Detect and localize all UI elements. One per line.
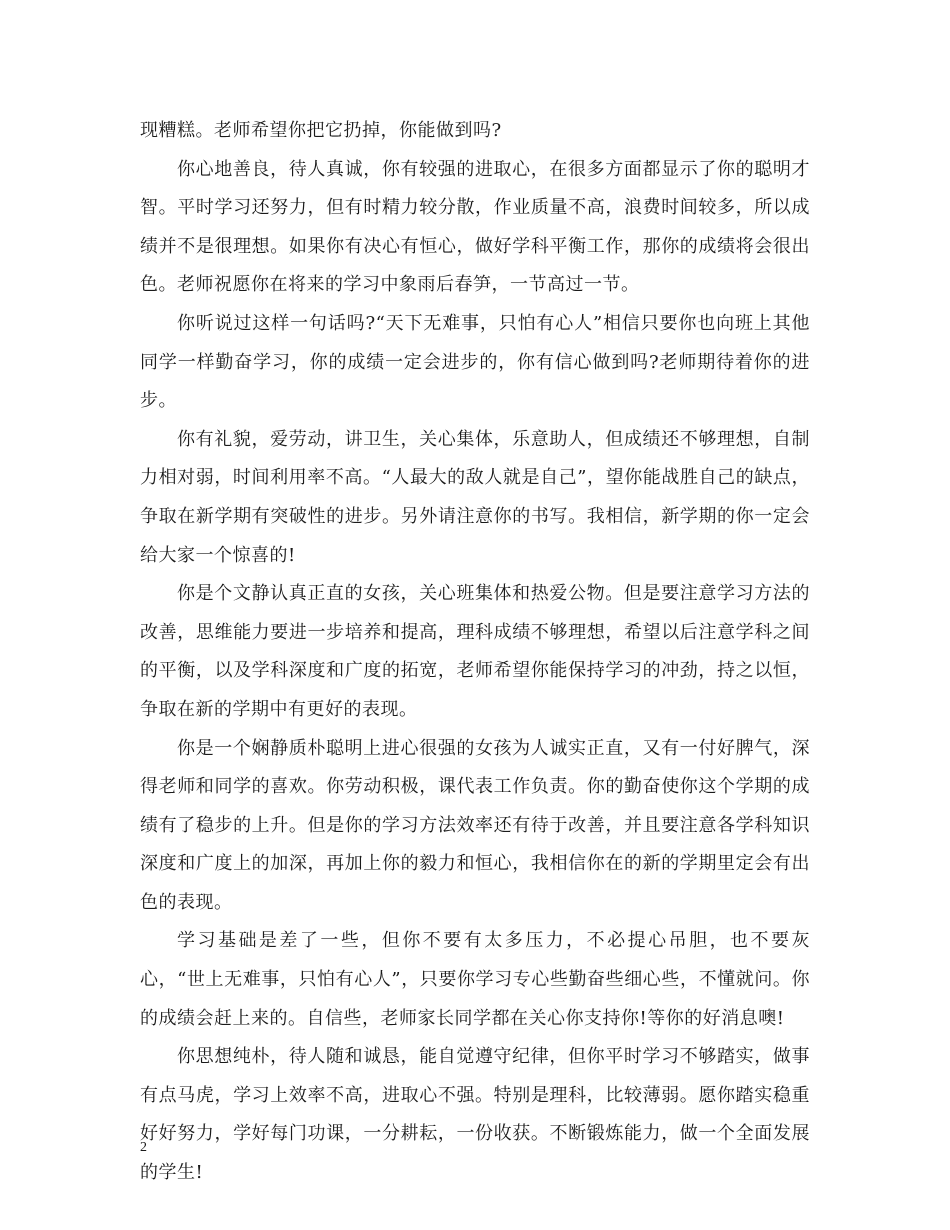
document-body — [140, 112, 810, 1193]
page-number: 2 — [140, 1140, 147, 1155]
paragraph-continuation: 现糟糕。老师希望你把它扔掉，你能做到吗? — [140, 120, 502, 141]
paragraph-comment: 你是个文静认真正直的女孩，关心班集体和热爱公物。但是要注意学习方法的改善，思维能力要进一步培养和提高，理科成绩不够理想，希望以后注意学科之间的平衡，以及学科深度和广度的拓宽，老师希望你能保持学习的冲劲，持之以恒，争取在新的学期中有更好的表现。 — [140, 583, 810, 720]
paragraph-comment: 你是一个娴静质朴聪明上进心很强的女孩为人诚实正直，又有一付好脾气，深得老师和同学的喜欢。你劳动积极，课代表工作负责。你的勤奋使你这个学期的成绩有了稳步的上升。但是你的学习方法效率还有待于改善，并且要注意各学科知识深度和广度上的加深，再加上你的毅力和恒心，我相信你在的新的学期里定会有出色的表现。 — [140, 737, 810, 913]
paragraph-comment: 你听说过这样一句话吗?“天下无难事，只怕有心人”相信只要你也向班上其他同学一样勤奋学习，你的成绩一定会进步的，你有信心做到吗?老师期待着你的进步。 — [140, 312, 810, 412]
paragraph-comment: 你有礼貌，爱劳动，讲卫生，关心集体，乐意助人，但成绩还不够理想，自制力相对弱，时间利用率不高。“人最大的敌人就是自己”，望你能战胜自己的缺点，争取在新学期有突破性的进步。另外请注意你的书写。我相信，新学期的你一定会给大家一个惊喜的! — [140, 428, 810, 566]
paragraph-comment: 你思想纯朴，待人随和诚恳，能自觉遵守纪律，但你平时学习不够踏实，做事有点马虎，学习上效率不高，进取心不强。特别是理科，比较薄弱。愿你踏实稳重好好努力，学好每门功课，一分耕耘，一份收获。不断锻炼能力，做一个全面发展的学生! — [140, 1046, 810, 1184]
paragraph-comment: 学习基础是差了一些，但你不要有太多压力，不必提心吊胆，也不要灰心，“世上无难事，只怕有心人”，只要你学习专心些勤奋些细心些，不懂就问。你的成绩会赶上来的。自信些，老师家长同学都在关心你支持你!等你的好消息噢! — [140, 930, 810, 1029]
paragraph-comment: 你心地善良，待人真诚，你有较强的进取心，在很多方面都显示了你的聪明才智。平时学习还努力，但有时精力较分散，作业质量不高，浪费时间较多，所以成绩并不是很理想。如果你有决心有恒心，做好学科平衡工作，那你的成绩将会很出色。老师祝愿你在将来的学习中象雨后春笋，一节高过一节。 — [140, 158, 810, 296]
